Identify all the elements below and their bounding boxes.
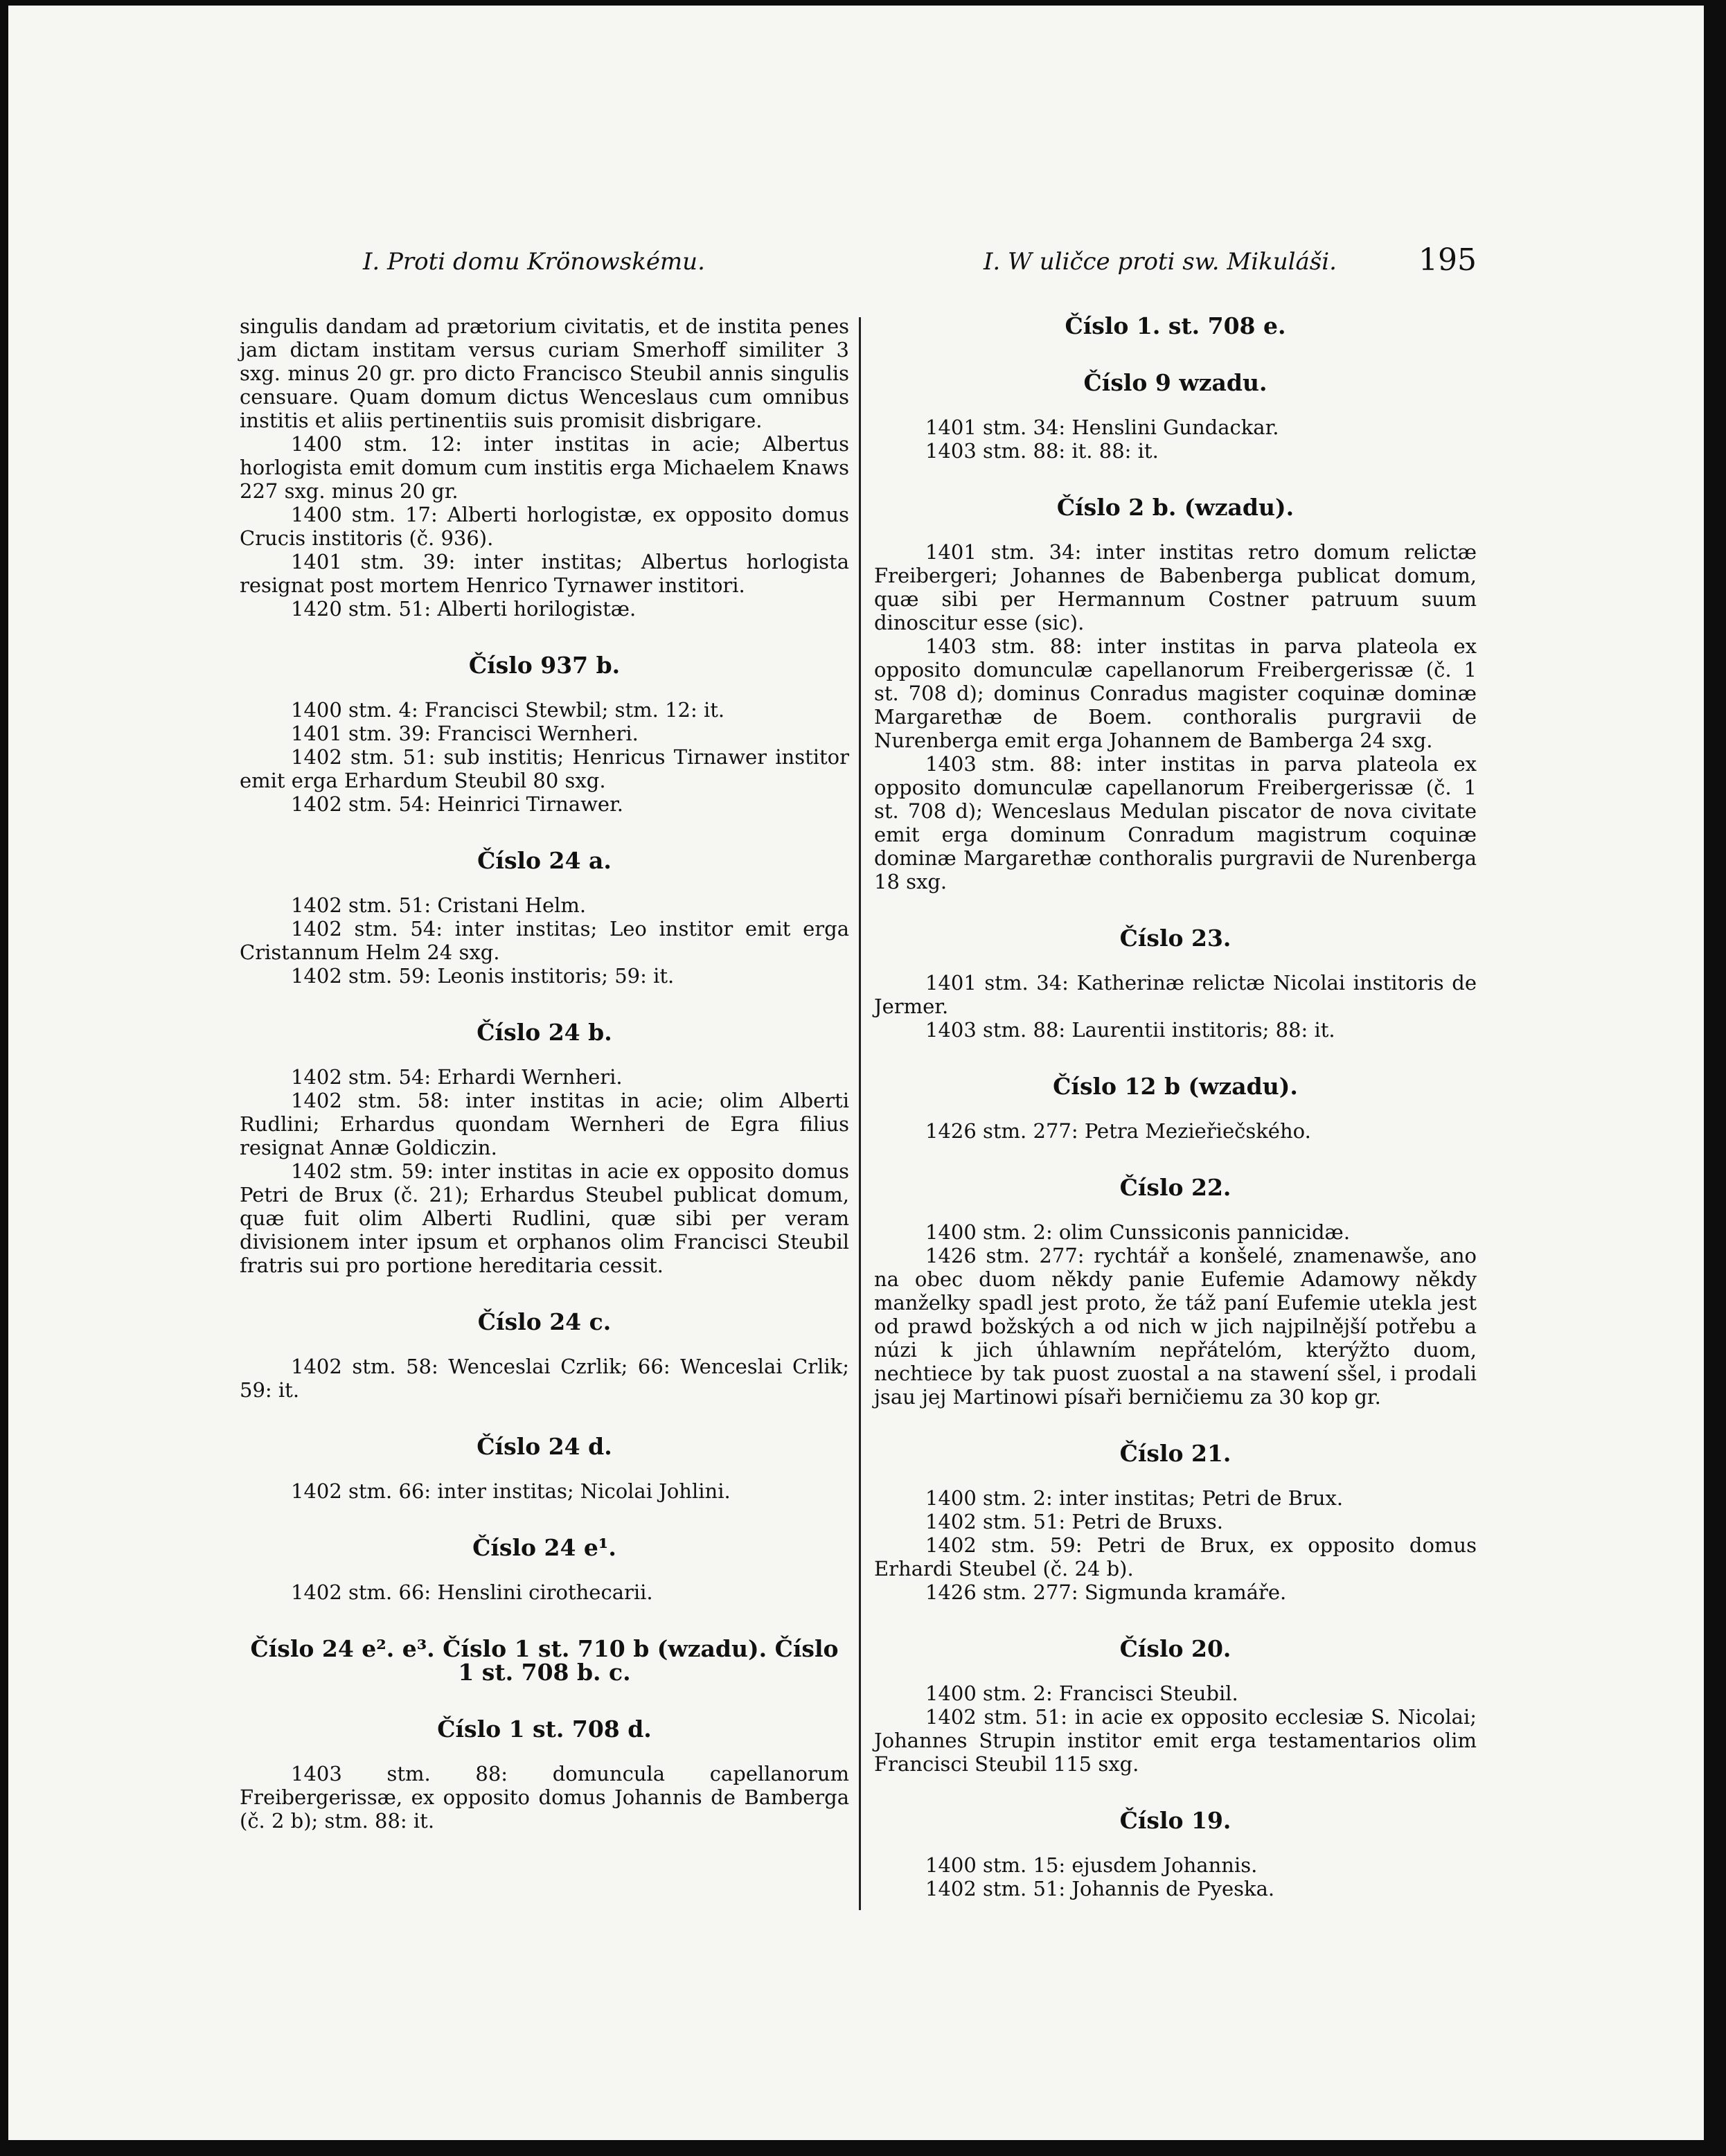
record-entry: 1400 stm. 12: inter institas in acie; Albertus horlogista emit domum cum institis erga Michaelem Knaws 227 sxg. minus 20 gr.	[240, 432, 849, 503]
record-entry: 1400 stm. 17: Alberti horlogistæ, ex opposito domus Crucis institoris (č. 936).	[240, 503, 849, 550]
record-entry: 1402 stm. 54: inter institas; Leo institor emit erga Cristannum Helm 24 sxg.	[240, 917, 849, 964]
section-heading: Číslo 12 b (wzadu).	[1053, 1073, 1298, 1100]
section-heading: Číslo 1. st. 708 e.	[1065, 312, 1286, 339]
record-entry: 1403 stm. 88: domuncula capellanorum Freibergerissæ, ex opposito domus Johannis de Bamberga (č. 2 b); stm. 88: it.	[240, 1762, 849, 1833]
section-heading: Číslo 2 b. (wzadu).	[1056, 494, 1294, 521]
record-entry: 1401 stm. 39: Francisci Wernheri.	[291, 722, 639, 745]
record-entry: 1402 stm. 59: Petri de Brux, ex opposito domus Erhardi Steubel (č. 24 b).	[874, 1533, 1477, 1580]
record-entry: 1402 stm. 59: Leonis institoris; 59: it.	[291, 964, 675, 988]
section-heading: Číslo 1 st. 708 d.	[437, 1716, 652, 1743]
record-entry: 1402 stm. 54: Erhardi Wernheri.	[291, 1065, 623, 1089]
record-entry: 1402 stm. 51: Petri de Bruxs.	[925, 1510, 1224, 1533]
page	[8, 6, 1704, 2140]
record-entry: 1401 stm. 39: inter institas; Albertus horlogista resignat post mortem Henrico Tyrnawer institori.	[240, 550, 849, 597]
section-heading: Číslo 20.	[1119, 1635, 1231, 1662]
record-entry: 1400 stm. 15: ejusdem Johannis.	[925, 1853, 1258, 1877]
header-right-title: I. W uličce proti sw. Mikuláši.	[984, 248, 1337, 276]
record-entry: 1401 stm. 34: inter institas retro domum relictæ Freibergeri; Johannes de Babenberga publicat domum, quæ sibi per Hermannum Costner patruum suum dinoscitur esse (sic).	[874, 540, 1477, 634]
record-entry: 1400 stm. 2: Francisci Steubil.	[925, 1682, 1238, 1705]
section-heading: Číslo 23.	[1119, 925, 1231, 952]
record-entry: 1403 stm. 88: it. 88: it.	[925, 439, 1159, 463]
record-entry: singulis dandam ad prætorium civitatis, et de institа penes jam dictam institam versus curiam Smerhoff similiter 3 sxg. minus 20 gr. pro dicto Francisco Steubil annis singulis censuare. Quam domum dictus Wenceslaus cum omnibus institis et aliis pertinentiis suis promisit disbrigare.	[240, 314, 849, 432]
record-entry: 1402 stm. 58: inter institas in acie; olim Alberti Rudlini; Erhardus quondam Wernheri de Egra filius resignat Annæ Goldiczin.	[240, 1089, 849, 1159]
section-heading: Číslo 24 b.	[477, 1019, 612, 1046]
section-heading: Číslo 24 e¹.	[472, 1534, 616, 1561]
record-entry: 1402 stm. 51: Cristani Helm.	[291, 893, 587, 917]
right-column	[874, 314, 1477, 1900]
record-entry: 1403 stm. 88: inter institas in parva plateola ex opposito domunculæ capellanorum Freibergerissæ (č. 1 st. 708 d); dominus Conradus magister coquinæ dominæ Margarethæ de Boem. conthoralis purgravii de Nurenberga emit erga Johannem de Bamberga 24 sxg.	[874, 634, 1477, 752]
record-entry: 1401 stm. 34: Henslini Gundackar.	[925, 416, 1279, 439]
section-heading: Číslo 21.	[1119, 1440, 1231, 1467]
section-heading: Číslo 24 a.	[477, 847, 612, 874]
record-entry: 1400 stm. 2: olim Cunssiconis pannicidæ.	[925, 1220, 1351, 1244]
record-entry: 1426 stm. 277: Petra Mezieřiečského.	[925, 1119, 1311, 1143]
section-heading: Číslo 22.	[1119, 1174, 1231, 1201]
record-entry: 1402 stm. 51: Johannis de Pyeska.	[925, 1877, 1275, 1900]
section-heading: Číslo 24 c.	[477, 1308, 612, 1335]
section-heading: Číslo 24 d.	[477, 1433, 612, 1460]
section-heading: Číslo 19.	[1119, 1807, 1231, 1834]
record-entry: 1402 stm. 51: in acie ex opposito ecclesiæ S. Nicolai; Johannes Strupin institor emit erga testamentarios olim Francisci Steubil 115 sxg.	[874, 1705, 1477, 1776]
record-entry: 1403 stm. 88: inter institas in parva plateola ex opposito domunculæ capellanorum Freibergerissæ (č. 1 st. 708 d); Wenceslaus Medulan piscator de nova civitate emit erga dominum Conradum magistrum coquinæ dominæ Margarethæ conthoralis purgravii de Nurenberga 18 sxg.	[874, 752, 1477, 893]
page-number: 195	[1418, 242, 1477, 278]
section-heading: Číslo 937 b.	[468, 652, 621, 679]
record-entry: 1400 stm. 2: inter institas; Petri de Brux.	[925, 1486, 1344, 1510]
record-entry: 1402 stm. 66: inter institas; Nicolai Johlini.	[291, 1479, 731, 1503]
record-entry: 1400 stm. 4: Francisci Stewbil; stm. 12: it.	[291, 698, 725, 722]
record-entry: 1402 stm. 54: Heinrici Tirnawer.	[291, 792, 623, 816]
section-heading: Číslo 24 e². e³. Číslo 1 st. 710 b (wzadu). Číslo 1 st. 708 b. c.	[250, 1635, 839, 1686]
record-entry: 1426 stm. 277: Sigmunda kramáře.	[925, 1580, 1287, 1604]
column-divider	[859, 317, 861, 1910]
record-entry: 1420 stm. 51: Alberti horilogistæ.	[291, 597, 637, 621]
left-column	[240, 314, 849, 1833]
header-left-title: I. Proti domu Krönowskému.	[363, 248, 705, 276]
section-heading: Číslo 9 wzadu.	[1083, 369, 1267, 396]
record-entry: 1402 stm. 59: inter institas in acie ex opposito domus Petri de Brux (č. 21); Erhardus Steubel publicat domum, quæ fuit olim Alberti Rudlini, quæ sibi per veram divisionem inter ipsum et orphanos olim Francisci Steubil fratris sui pro portione hereditaria cessit.	[240, 1159, 849, 1277]
record-entry: 1402 stm. 66: Henslini cirothecarii.	[291, 1580, 653, 1604]
running-header	[8, 242, 1704, 289]
record-entry: 1402 stm. 58: Wenceslai Czrlik; 66: Wenceslai Crlik; 59: it.	[240, 1355, 849, 1402]
record-entry: 1402 stm. 51: sub institis; Henricus Tirnawer institor emit erga Erhardum Steubil 80 sxg.	[240, 745, 849, 792]
record-entry: 1426 stm. 277: rychtář a konšelé, znamenawše, ano na obec duom někdy panie Eufemie Adamowy někdy manželky spadl jest proto, že táž paní Eufemie utekla jest od prawd božských a od nich w jich najpilnější potřebu a núzi k jich úhlawním nepřátelóm, kterýžto duom, nechtiece by tak puost zuostal a na stawení sšel, i prodali jsau jej Martinowi písaři berničiemu za 30 kop gr.	[874, 1244, 1477, 1409]
record-entry: 1403 stm. 88: Laurentii institoris; 88: it.	[925, 1018, 1335, 1042]
record-entry: 1401 stm. 34: Katherinæ relictæ Nicolai institoris de Jermer.	[874, 971, 1477, 1018]
